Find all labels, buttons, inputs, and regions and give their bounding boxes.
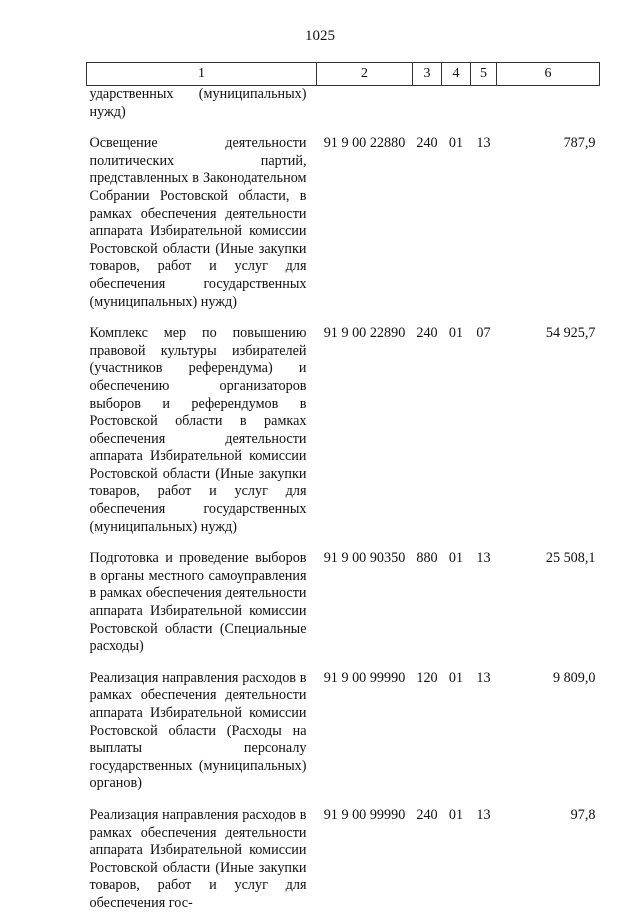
table-header-row bbox=[87, 63, 600, 86]
table-row-continuation bbox=[87, 86, 600, 122]
row-rz: 01 bbox=[448, 806, 464, 823]
row-name: Комплекс мер по повышению правовой культуры избирателей (участников референдума) и обеспечению организаторов выборов и референдумов в Ростовской области в рамках обеспечения деятельности аппарата Избирательной комиссии Ростовской области (Иные закупки товаров, работ и услуг для обеспечения государственных (муниципальных) нужд) bbox=[89, 325, 307, 535]
row-code: 91 9 00 22890 bbox=[323, 325, 406, 342]
row-pr: 13 bbox=[476, 806, 491, 823]
row-code: 91 9 00 99990 bbox=[323, 669, 406, 686]
page-number: 1025 bbox=[305, 28, 335, 44]
row-rz: 01 bbox=[448, 325, 464, 342]
row-amount: 97,8 bbox=[570, 806, 596, 823]
row-name: Реализация направления расходов в рамках обеспечения деятельности аппарата Избирательной комиссии Ростовской области (Расходы на выплаты персоналу государственных (муниципальных) органов) bbox=[89, 669, 307, 792]
row-amount: 25 508,1 bbox=[545, 550, 596, 567]
row-vr: 240 bbox=[416, 806, 438, 823]
row-amount: 54 925,7 bbox=[545, 325, 596, 342]
table-row bbox=[87, 121, 600, 311]
row-vr: 880 bbox=[416, 550, 438, 567]
row-pr: 07 bbox=[476, 325, 491, 342]
row-rz: 01 bbox=[448, 135, 464, 152]
row-name: Освещение деятельности политических партий, представленных в Законодательном Собрании Ростовской области, в рамках обеспечения деятельности аппарата Избирательной комиссии Ростовской области (Иные закупки товаров, работ и услуг для обеспечения государственных (муниципальных) нужд) bbox=[89, 135, 307, 310]
row-vr: 240 bbox=[416, 135, 438, 152]
row-pr: 13 bbox=[476, 669, 491, 686]
table-row bbox=[87, 793, 600, 913]
table-row bbox=[87, 311, 600, 536]
table-row bbox=[87, 536, 600, 656]
row-vr: 240 bbox=[416, 325, 438, 342]
row-amount: 9 809,0 bbox=[552, 669, 596, 686]
continuation-text: ударственных (муниципальных) нужд) bbox=[89, 86, 307, 120]
row-code: 91 9 00 99990 bbox=[323, 806, 406, 823]
row-code: 91 9 00 22880 bbox=[323, 135, 406, 152]
header-col-2: 2 bbox=[317, 63, 413, 86]
budget-table bbox=[86, 62, 600, 913]
row-name: Реализация направления расходов в рамках обеспечения деятельности аппарата Избирательной комиссии Ростовской области (Иные закупки товаров, работ и услуг для обеспечения гос- bbox=[89, 806, 307, 911]
row-amount: 787,9 bbox=[563, 135, 596, 152]
row-rz: 01 bbox=[448, 550, 464, 567]
row-pr: 13 bbox=[476, 550, 491, 567]
header-col-4: 4 bbox=[442, 63, 471, 86]
table-row bbox=[87, 656, 600, 793]
row-rz: 01 bbox=[448, 669, 464, 686]
row-pr: 13 bbox=[476, 135, 491, 152]
header-col-3: 3 bbox=[413, 63, 442, 86]
row-code: 91 9 00 90350 bbox=[323, 550, 406, 567]
header-col-5: 5 bbox=[471, 63, 497, 86]
row-vr: 120 bbox=[416, 669, 438, 686]
header-col-1: 1 bbox=[87, 63, 317, 86]
row-name: Подготовка и проведение выборов в органы местного самоуправления в рамках обеспечения деятельности аппарата Избирательной комиссии Ростовской области (Специальные расходы) bbox=[89, 550, 307, 655]
header-col-6: 6 bbox=[497, 63, 600, 86]
